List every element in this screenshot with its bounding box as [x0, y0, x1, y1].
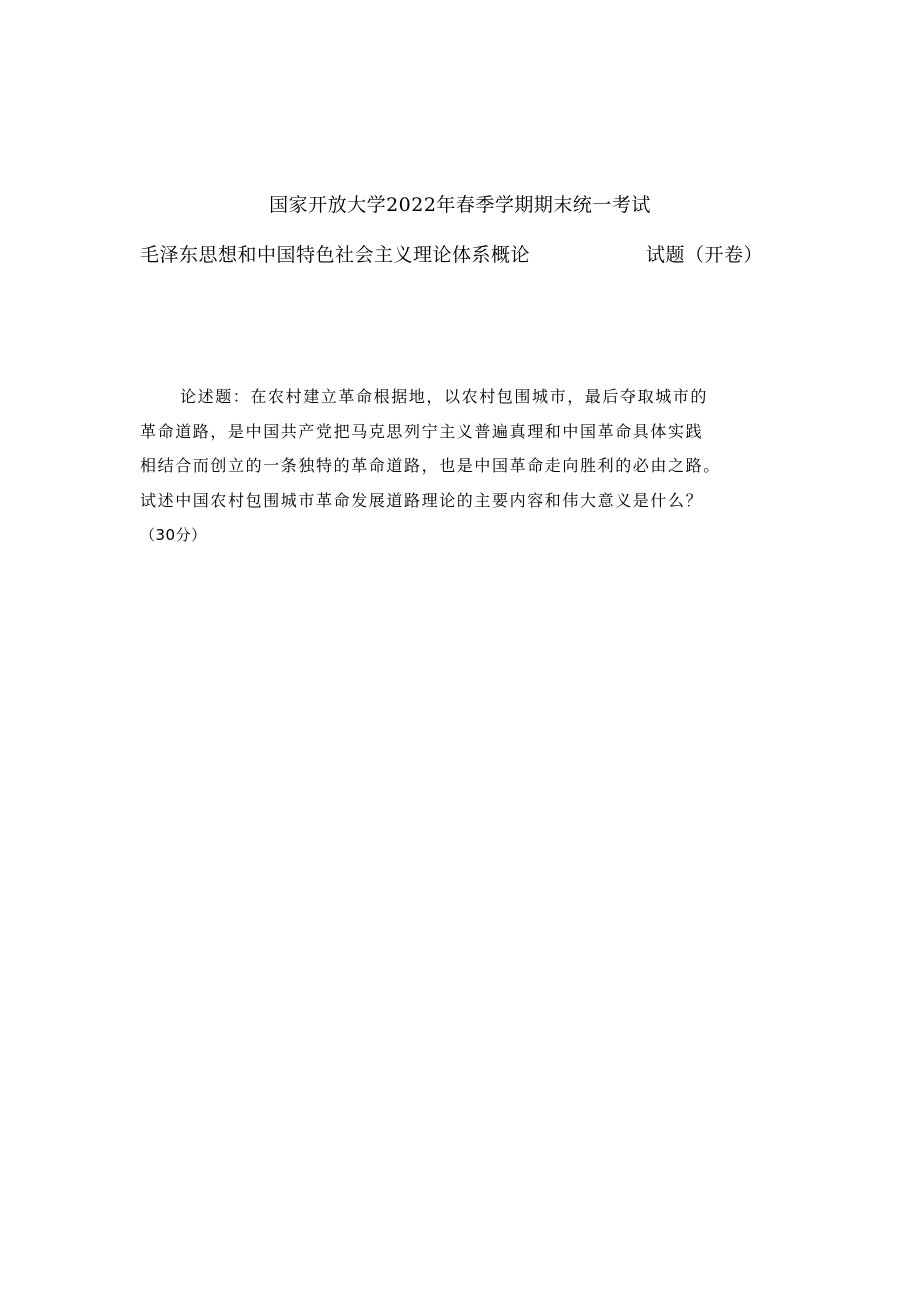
question-line: 论述题：在农村建立革命根据地，以农村包围城市，最后夺取城市的	[180, 387, 709, 406]
course-title-line	[140, 239, 820, 271]
essay-question	[140, 380, 790, 553]
course-name: 毛泽东思想和中国特色社会主义理论体系概论	[140, 244, 531, 266]
paper-type: 试题（开卷）	[646, 244, 764, 266]
question-line: 试述中国农村包围城市革命发展道路理论的主要内容和伟大意义是什么？	[140, 490, 704, 510]
question-line: 相结合而创立的一条独特的革命道路，也是中国革命走向胜利的必由之路。	[140, 456, 721, 475]
question-score: （30分）	[140, 526, 207, 544]
exam-title: 国家开放大学2022年春季学期期末统一考试	[269, 194, 651, 216]
question-line: 革命道路，是中国共产党把马克思列宁主义普遍真理和中国革命具体实践	[140, 421, 704, 441]
